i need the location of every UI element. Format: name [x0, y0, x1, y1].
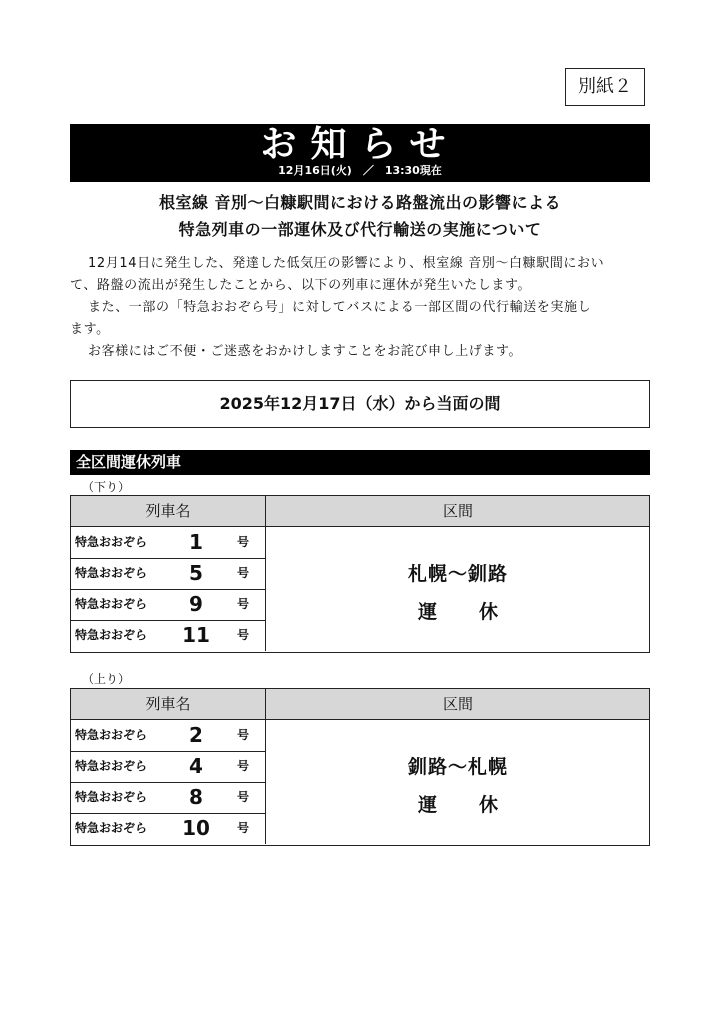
notice-banner: [70, 124, 650, 182]
column-header-train: 列車名: [71, 496, 266, 526]
train-name: 特急おおぞら: [75, 597, 148, 611]
up-trains-table: [70, 688, 650, 846]
train-suffix: 号: [237, 597, 250, 611]
headline-line-1: 根室線 音別～白糠駅間における路盤流出の影響による: [158, 193, 562, 212]
body-paragraph-2-line-2: ます。: [70, 322, 110, 337]
train-number: 8: [189, 785, 203, 809]
train-suffix: 号: [237, 566, 250, 580]
table-row: [71, 620, 266, 651]
route-text: 札幌～釧路: [407, 563, 508, 585]
train-name: 特急おおぞら: [75, 535, 148, 549]
suspension-char-1: 運: [417, 601, 437, 623]
train-name: 特急おおぞら: [75, 821, 148, 835]
train-suffix: 号: [237, 821, 250, 835]
section-cell: [267, 720, 649, 845]
train-suffix: 号: [237, 759, 250, 773]
train-number: 9: [189, 592, 203, 616]
train-suffix: 号: [237, 535, 250, 549]
section-cell: [267, 527, 649, 652]
table-header: [71, 689, 649, 720]
train-name: 特急おおぞら: [75, 628, 148, 642]
train-number: 2: [189, 723, 203, 747]
direction-label-down: （下り）: [82, 480, 131, 494]
suspension-char-1: 運: [417, 794, 437, 816]
train-suffix: 号: [237, 628, 250, 642]
table-row: [71, 813, 266, 844]
train-name: 特急おおぞら: [75, 566, 148, 580]
suspension-text: [267, 597, 649, 624]
body-paragraph-3: お客様にはご不便・ご迷惑をおかけしますことをお詫び申し上げます。: [88, 344, 523, 359]
table-row: [71, 782, 266, 814]
section-title: 全区間運休列車: [70, 450, 650, 475]
body-paragraph-2-line-1: また、一部の「特急おおぞら号」に対してバスによる一部区間の代行輸送を実施し: [88, 300, 592, 315]
table-row: [71, 751, 266, 783]
train-name: 特急おおぞら: [75, 759, 148, 773]
notice-title: お知らせ: [260, 124, 460, 165]
train-number: 4: [189, 754, 203, 778]
suspension-text: [267, 790, 649, 817]
train-number: 10: [182, 816, 210, 840]
body-paragraph-1-line-2: て、路盤の流出が発生したことから、以下の列車に運休が発生いたします。: [70, 278, 532, 293]
column-header-section: 区間: [442, 502, 473, 520]
column-header-train: 列車名: [71, 689, 266, 719]
attachment-label: 別紙２: [565, 68, 645, 106]
direction-label-up: （上り）: [82, 672, 131, 686]
table-header: [71, 496, 649, 527]
suspension-char-2: 休: [479, 601, 499, 623]
period-box: 2025年12月17日（水）から当面の間: [70, 380, 650, 428]
train-name: 特急おおぞら: [75, 728, 148, 742]
train-number: 5: [189, 561, 203, 585]
table-row: [71, 558, 266, 590]
train-number: 1: [189, 530, 203, 554]
column-header-section: 区間: [442, 695, 473, 713]
body-paragraph-1-line-1: 12月14日に発生した、発達した低気圧の影響により、根室線 音別～白糠駅間におい: [88, 256, 605, 271]
train-number: 11: [182, 623, 210, 647]
route-text: 釧路～札幌: [407, 756, 508, 778]
table-row: [71, 527, 266, 559]
suspension-char-2: 休: [479, 794, 499, 816]
headline-line-2: 特急列車の一部運休及び代行輸送の実施について: [178, 220, 542, 239]
train-suffix: 号: [237, 790, 250, 804]
train-suffix: 号: [237, 728, 250, 742]
train-name: 特急おおぞら: [75, 790, 148, 804]
table-row: [71, 589, 266, 621]
notice-date: 12月16日(火) ／ 13:30現在: [278, 164, 442, 177]
table-row: [71, 720, 266, 752]
down-trains-table: [70, 495, 650, 653]
